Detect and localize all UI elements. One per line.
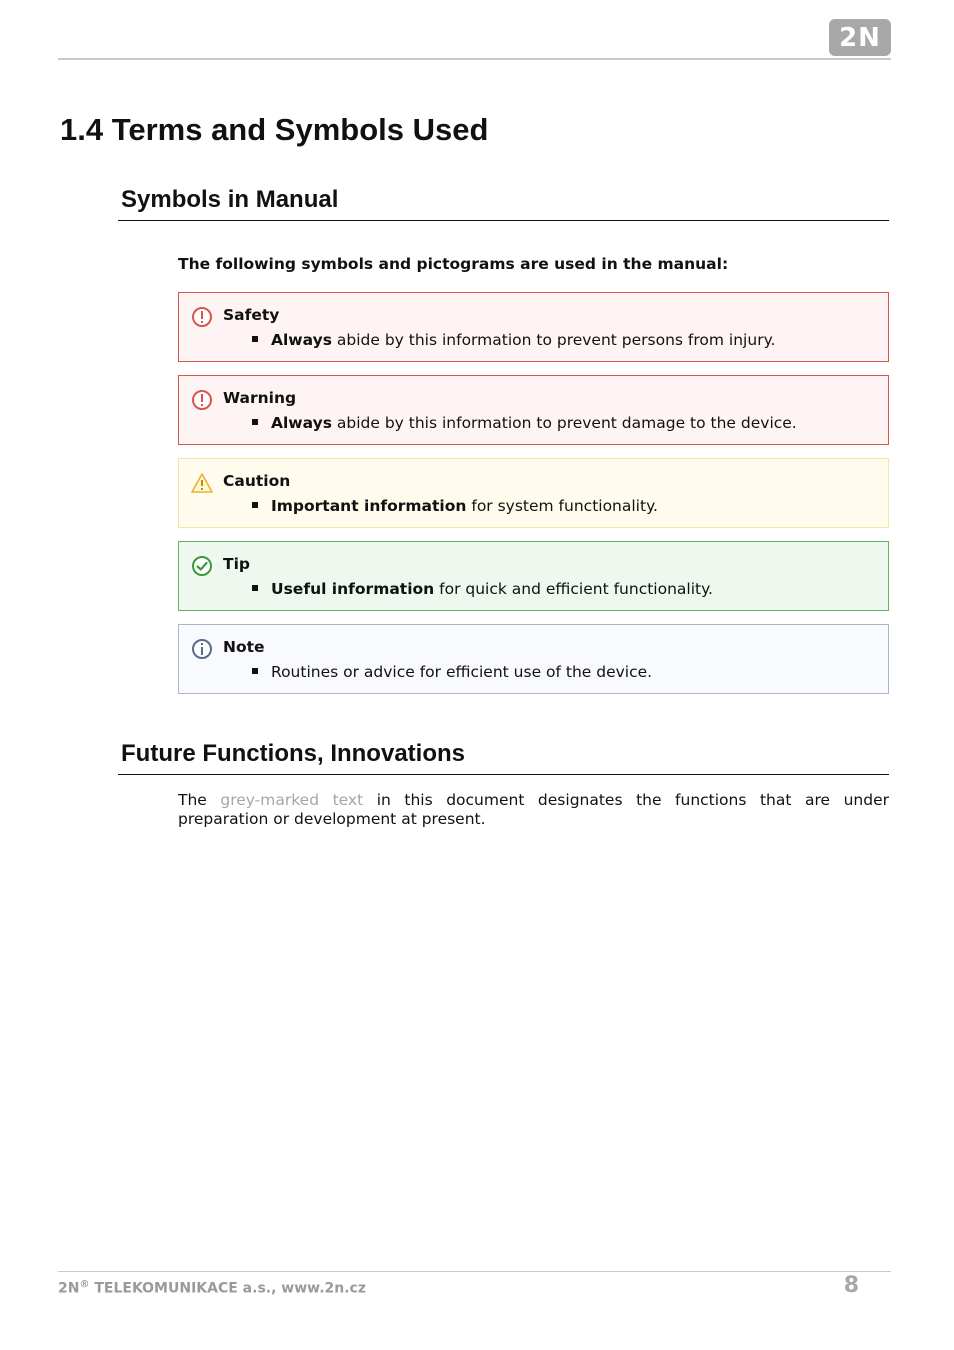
bullet-icon	[252, 502, 258, 508]
grey-marked-text: grey-marked text	[220, 791, 364, 809]
exclamation-circle-icon	[191, 306, 213, 328]
safety-item-bold: Always	[271, 331, 332, 349]
safety-box	[178, 292, 889, 362]
bullet-icon	[252, 585, 258, 591]
tip-box	[178, 541, 889, 611]
brand-logo: 2N	[829, 19, 891, 56]
note-item-text: Routines or advice for efficient use of the device.	[271, 663, 653, 681]
footer-company-text: TELEKOMUNIKACE a.s., www.2n.cz	[89, 1280, 366, 1297]
bullet-icon	[252, 419, 258, 425]
safety-item-text: abide by this information to prevent persons from injury.	[336, 331, 776, 349]
warning-item-text: abide by this information to prevent damage to the device.	[336, 414, 797, 432]
intro-text: The following symbols and pictograms are used in the manual:	[178, 255, 729, 273]
note-box	[178, 624, 889, 694]
warning-item-bold: Always	[271, 414, 332, 432]
note-title: Note	[223, 638, 265, 656]
page-number: 8	[843, 1273, 859, 1298]
tip-item-bold: Useful information	[271, 580, 435, 598]
section-title-future: Future Functions, Innovations	[118, 740, 889, 775]
footer-company	[58, 1279, 366, 1297]
section-title-symbols: Symbols in Manual	[118, 186, 889, 221]
future-text-after: in this document designates the functions that are under preparation or development at present.	[178, 791, 889, 828]
footer-brand: 2N	[58, 1280, 80, 1297]
safety-item	[271, 331, 775, 349]
exclamation-circle-icon	[191, 389, 213, 411]
warning-triangle-icon	[191, 472, 213, 494]
tip-item	[271, 580, 713, 598]
note-item	[271, 663, 652, 681]
caution-item-bold: Important information	[271, 497, 467, 515]
warning-box	[178, 375, 889, 445]
caution-box	[178, 458, 889, 528]
registered-mark: ®	[79, 1279, 90, 1290]
footer-rule	[58, 1271, 891, 1272]
page-title: 1.4 Terms and Symbols Used	[60, 112, 489, 147]
future-functions-text	[178, 791, 889, 829]
bullet-icon	[252, 336, 258, 342]
safety-title: Safety	[223, 306, 280, 324]
bullet-icon	[252, 668, 258, 674]
check-circle-icon	[191, 555, 213, 577]
warning-title: Warning	[223, 389, 297, 407]
caution-item-text: for system functionality.	[471, 497, 658, 515]
tip-item-text: for quick and efficient functionality.	[439, 580, 713, 598]
warning-item	[271, 414, 797, 432]
future-text-before: The	[178, 791, 221, 809]
tip-title: Tip	[223, 555, 250, 573]
caution-title: Caution	[223, 472, 291, 490]
header-rule	[58, 58, 891, 60]
info-circle-icon	[191, 638, 213, 660]
caution-item	[271, 497, 658, 515]
